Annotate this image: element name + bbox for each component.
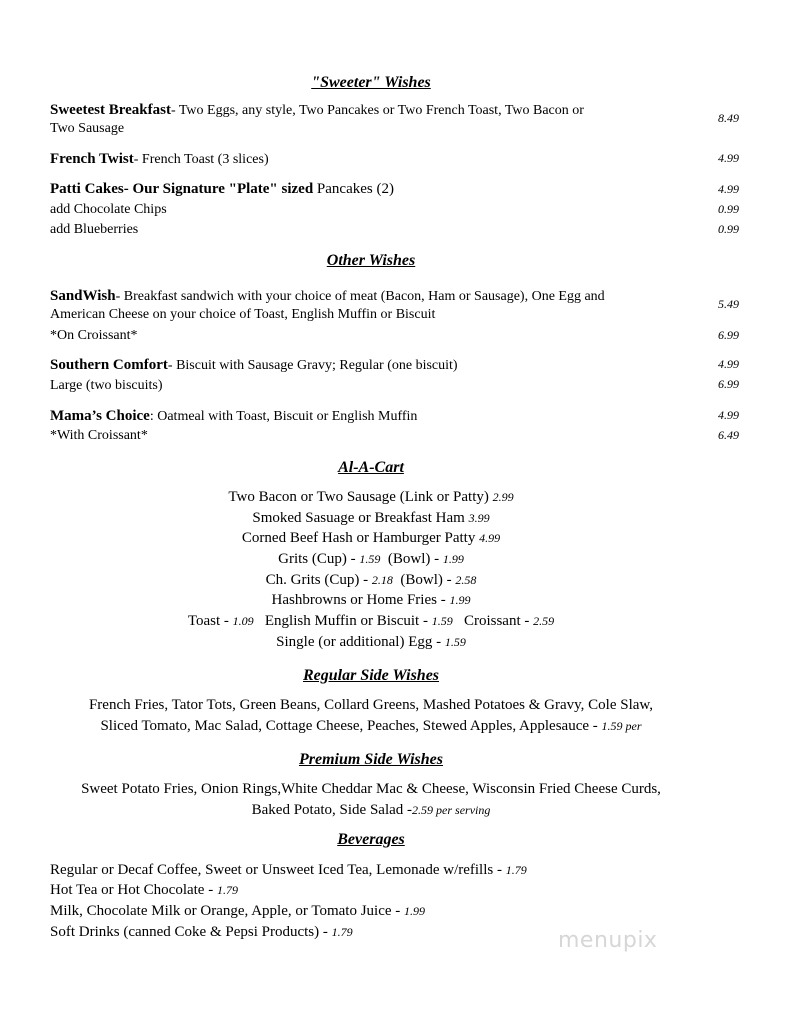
item-desc: Pancakes (2) bbox=[313, 181, 394, 197]
item-desc: - French Toast (3 slices) bbox=[133, 152, 269, 167]
menu-item-patti-cakes bbox=[50, 180, 394, 198]
line-text: Soft Drinks (canned Coke & Pepsi Products) - bbox=[50, 924, 328, 940]
line-price: 2.99 bbox=[492, 490, 514, 504]
alacart-line bbox=[0, 489, 742, 506]
item-name: Southern Comfort bbox=[50, 357, 168, 373]
line-text: Single (or additional) Egg - bbox=[276, 634, 442, 650]
line-text: Hot Tea or Hot Chocolate - bbox=[50, 882, 214, 898]
menu-addon: *On Croissant* bbox=[50, 328, 138, 343]
item-desc-cont: Two Sausage bbox=[50, 121, 125, 136]
line-price: 1.99 bbox=[442, 552, 464, 566]
line-price: 2.59 bbox=[533, 614, 555, 628]
regular-sides-line: French Fries, Tator Tots, Green Beans, Collard Greens, Mashed Potatoes & Gravy, Cole Slaw, bbox=[88, 697, 654, 713]
line-price: 1.79 bbox=[216, 883, 238, 897]
line-price: 1.79 bbox=[331, 925, 353, 939]
menu-item-sweetest-breakfast bbox=[50, 101, 584, 138]
alacart-line bbox=[0, 530, 742, 547]
line-price: 4.99 bbox=[479, 531, 501, 545]
item-desc: - Breakfast sandwich with your choice of meat (Bacon, Ham or Sausage), One Egg and bbox=[115, 289, 605, 304]
item-price: 0.99 bbox=[718, 202, 739, 216]
item-price: 6.99 bbox=[718, 377, 739, 391]
alacart-line bbox=[0, 510, 742, 527]
line-price: 1.59 per bbox=[601, 719, 642, 733]
beverage-line bbox=[50, 903, 425, 920]
premium-sides-line: Sweet Potato Fries, Onion Rings,White Cheddar Mac & Cheese, Wisconsin Fried Cheese Curds, bbox=[81, 781, 661, 797]
item-desc: : Oatmeal with Toast, Biscuit or English Muffin bbox=[149, 409, 418, 424]
line-text: Grits (Cup) - bbox=[278, 551, 356, 567]
line-text: (Bowl) - bbox=[387, 551, 440, 567]
item-price: 4.99 bbox=[718, 357, 739, 371]
menu-addon: *With Croissant* bbox=[50, 428, 148, 443]
line-text: Toast - bbox=[187, 613, 229, 629]
section-heading-premium-sides: Premium Side Wishes bbox=[298, 751, 444, 768]
item-desc-cont: American Cheese on your choice of Toast, English Muffin or Biscuit bbox=[50, 307, 436, 322]
item-desc: - Two Eggs, any style, Two Pancakes or Two French Toast, Two Bacon or bbox=[170, 103, 584, 118]
line-price: 1.99 bbox=[404, 904, 426, 918]
alacart-line bbox=[0, 551, 742, 568]
alacart-line bbox=[0, 613, 742, 630]
item-price: 0.99 bbox=[718, 222, 739, 236]
section-heading-alacart: Al-A-Cart bbox=[338, 459, 404, 476]
beverage-line bbox=[50, 924, 353, 941]
line-text: Smoked Sasuage or Breakfast Ham bbox=[252, 510, 465, 526]
item-price: 8.49 bbox=[718, 111, 739, 125]
line-text: Ch. Grits (Cup) - bbox=[265, 572, 369, 588]
item-price: 4.99 bbox=[718, 182, 739, 196]
beverage-line bbox=[50, 882, 238, 899]
menu-item-french-twist bbox=[50, 150, 269, 169]
item-price: 5.49 bbox=[718, 297, 739, 311]
alacart-line bbox=[0, 634, 742, 651]
item-price: 4.99 bbox=[718, 151, 739, 165]
item-name: Sweetest Breakfast bbox=[50, 102, 171, 118]
menupix-watermark: menupix bbox=[558, 928, 658, 953]
menu-item-southern-comfort bbox=[50, 356, 458, 375]
section-heading-beverages: Beverages bbox=[337, 831, 405, 848]
item-desc: - Biscuit with Sausage Gravy; Regular (one biscuit) bbox=[167, 358, 458, 373]
line-price: 3.99 bbox=[468, 511, 490, 525]
line-price: 1.59 bbox=[359, 552, 381, 566]
regular-sides-line bbox=[0, 718, 742, 735]
alacart-line bbox=[0, 592, 742, 609]
line-price: 1.99 bbox=[449, 593, 471, 607]
line-text: English Muffin or Biscuit - bbox=[264, 613, 428, 629]
line-price: 1.09 bbox=[232, 614, 254, 628]
line-text: Corned Beef Hash or Hamburger Patty bbox=[241, 530, 476, 546]
section-heading-sweeter: "Sweeter" Wishes bbox=[311, 74, 431, 91]
line-text: Baked Potato, Side Salad - bbox=[251, 802, 413, 818]
line-price: 1.59 bbox=[444, 635, 466, 649]
item-price: 4.99 bbox=[718, 408, 739, 422]
beverage-line bbox=[50, 862, 527, 879]
line-text: Croissant - bbox=[463, 613, 530, 629]
line-text: Milk, Chocolate Milk or Orange, Apple, or Tomato Juice - bbox=[50, 903, 401, 919]
item-name: French Twist bbox=[50, 151, 134, 167]
section-heading-regular-sides: Regular Side Wishes bbox=[302, 667, 440, 684]
menu-addon: add Blueberries bbox=[50, 222, 139, 237]
menu-addon: Large (two biscuits) bbox=[50, 378, 163, 393]
section-heading-other: Other Wishes bbox=[326, 252, 416, 269]
item-name: SandWish bbox=[50, 288, 116, 304]
item-name: Patti Cakes- Our Signature "Plate" sized bbox=[50, 181, 314, 197]
menu-item-mamas-choice bbox=[50, 407, 417, 426]
line-text: Regular or Decaf Coffee, Sweet or Unsweet Iced Tea, Lemonade w/refills - bbox=[50, 862, 502, 878]
line-price: 1.79 bbox=[505, 863, 527, 877]
line-text: Sliced Tomato, Mac Salad, Cottage Cheese, Peaches, Stewed Apples, Applesauce - bbox=[100, 718, 598, 734]
item-price: 6.49 bbox=[718, 428, 739, 442]
alacart-line bbox=[0, 572, 742, 589]
line-text: Two Bacon or Two Sausage (Link or Patty) bbox=[228, 489, 489, 505]
line-price: 2.59 per serving bbox=[412, 803, 491, 817]
item-name: Mama’s Choice bbox=[50, 408, 150, 424]
line-price: 1.59 bbox=[431, 614, 453, 628]
menu-item-sandwish bbox=[50, 287, 605, 324]
line-price: 2.58 bbox=[455, 573, 477, 587]
item-price: 6.99 bbox=[718, 328, 739, 342]
line-text: Hashbrowns or Home Fries - bbox=[271, 592, 446, 608]
line-price: 2.18 bbox=[371, 573, 393, 587]
menu-addon: add Chocolate Chips bbox=[50, 202, 167, 217]
line-text: (Bowl) - bbox=[400, 572, 452, 588]
premium-sides-line bbox=[0, 802, 742, 819]
